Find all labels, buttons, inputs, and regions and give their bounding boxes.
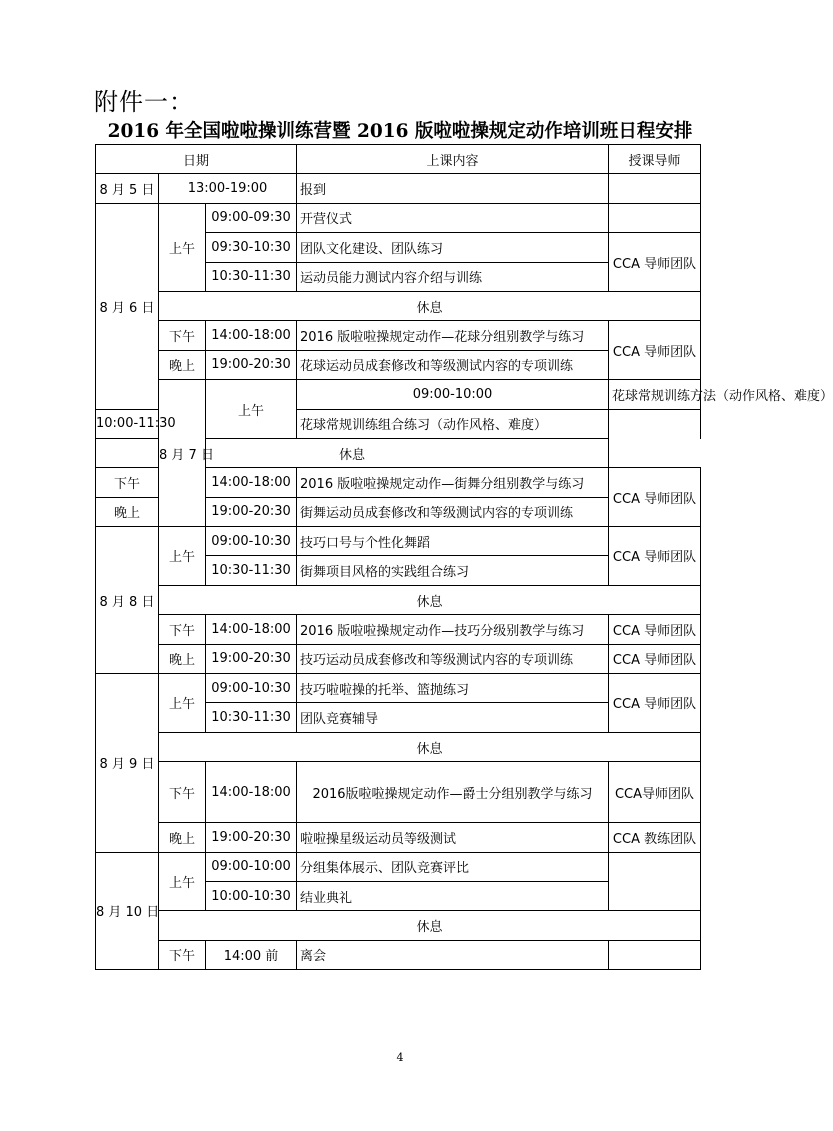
period-cell: 上午 <box>159 527 206 586</box>
content-cell: 花球常规训练组合练习（动作风格、难度） <box>297 409 609 438</box>
time-cell: 14:00-18:00 <box>206 762 297 823</box>
teacher-cell: CCA 导师团队 <box>609 527 701 586</box>
time-cell: 10:30-11:30 <box>206 703 297 732</box>
table-row <box>96 380 701 409</box>
time-cell: 14:00-18:00 <box>206 615 297 644</box>
period-cell: 下午 <box>159 940 206 969</box>
teacher-cell: CCA 导师团队 <box>609 233 701 292</box>
teacher-cell: CCA 导师团队 <box>609 674 701 733</box>
page-number: 4 <box>396 1051 404 1064</box>
teacher-cell: CCA导师团队 <box>609 762 701 823</box>
content-cell: 团队竞赛辅导 <box>297 703 609 732</box>
time-cell: 19:00-20:30 <box>206 497 297 526</box>
content-cell: 花球常规训练方法（动作风格、难度） <box>609 380 701 409</box>
rest-cell: 休息 <box>159 732 701 761</box>
content-cell: 结业典礼 <box>297 881 609 910</box>
content-cell: 2016版啦啦操规定动作—爵士分组别教学与练习 <box>297 762 609 823</box>
time-cell: 13:00-19:00 <box>159 174 297 203</box>
document-title: 2016 年全国啦啦操训练营暨 2016 版啦啦操规定动作培训班日程安排 <box>107 121 693 142</box>
time-cell: 09:00-10:00 <box>206 852 297 881</box>
date-cell: 8 月 10 日 <box>96 852 159 970</box>
content-cell: 离会 <box>297 940 609 969</box>
period-cell: 下午 <box>159 762 206 823</box>
content-cell: 啦啦操星级运动员等级测试 <box>297 823 609 852</box>
period-cell: 上午 <box>159 852 206 911</box>
period-cell: 下午 <box>159 615 206 644</box>
time-cell: 19:00-20:30 <box>206 823 297 852</box>
time-cell: 14:00 前 <box>206 940 297 969</box>
time-cell: 10:30-11:30 <box>206 556 297 585</box>
table-row <box>96 174 701 203</box>
content-cell: 团队文化建设、团队练习 <box>297 233 609 262</box>
table-row <box>96 644 701 673</box>
time-cell: 09:00-10:30 <box>206 527 297 556</box>
content-cell: 技巧啦啦操的托举、篮抛练习 <box>297 674 609 703</box>
rest-cell: 休息 <box>96 438 609 467</box>
teacher-cell <box>609 174 701 203</box>
content-cell: 2016 版啦啦操规定动作—街舞分组别教学与练习 <box>297 468 609 497</box>
period-cell: 上午 <box>159 203 206 291</box>
content-cell: 街舞项目风格的实践组合练习 <box>297 556 609 585</box>
teacher-cell <box>609 203 701 232</box>
time-cell: 14:00-18:00 <box>206 321 297 350</box>
time-cell: 09:30-10:30 <box>206 233 297 262</box>
table-row <box>96 203 701 232</box>
content-cell: 技巧口号与个性化舞蹈 <box>297 527 609 556</box>
content-cell: 运动员能力测试内容介绍与训练 <box>297 262 609 291</box>
time-cell: 19:00-20:30 <box>206 644 297 673</box>
table-header-row <box>96 145 701 174</box>
rest-row <box>96 585 701 614</box>
time-cell: 10:30-11:30 <box>206 262 297 291</box>
table-row <box>96 674 701 703</box>
teacher-cell: CCA 导师团队 <box>609 468 701 527</box>
period-cell: 下午 <box>96 468 159 497</box>
table-row <box>96 527 701 556</box>
content-cell: 2016 版啦啦操规定动作—花球分组别教学与练习 <box>297 321 609 350</box>
content-cell: 2016 版啦啦操规定动作—技巧分级别教学与练习 <box>297 615 609 644</box>
period-cell: 晚上 <box>159 644 206 673</box>
teacher-cell <box>609 852 701 911</box>
attachment-label: 附件一： <box>94 88 194 116</box>
rest-cell: 休息 <box>159 911 701 940</box>
table-row <box>96 321 701 350</box>
period-cell: 晚上 <box>96 497 159 526</box>
header-date: 日期 <box>96 145 297 174</box>
time-cell: 14:00-18:00 <box>206 468 297 497</box>
teacher-cell: CCA 导师团队 <box>609 644 701 673</box>
period-cell: 下午 <box>159 321 206 350</box>
teacher-cell: CCA 教练团队 <box>609 823 701 852</box>
time-cell: 09:00-10:00 <box>297 380 609 409</box>
teacher-cell <box>609 940 701 969</box>
time-cell: 10:00-11:30 <box>96 409 159 438</box>
teacher-cell: CCA 导师团队 <box>609 321 701 380</box>
table-row <box>96 615 701 644</box>
period-cell: 上午 <box>206 380 297 439</box>
table-row <box>96 823 701 852</box>
table-row <box>96 852 701 881</box>
schedule-table <box>95 144 833 970</box>
date-cell: 8 月 9 日 <box>96 674 159 853</box>
time-cell: 10:00-10:30 <box>206 881 297 910</box>
table-row <box>96 762 701 823</box>
rest-cell: 休息 <box>159 585 701 614</box>
period-cell: 晚上 <box>159 823 206 852</box>
rest-row <box>96 911 701 940</box>
content-cell: 报到 <box>297 174 609 203</box>
header-content: 上课内容 <box>297 145 609 174</box>
rest-row <box>96 291 701 320</box>
rest-row <box>96 732 701 761</box>
period-cell: 晚上 <box>159 350 206 379</box>
header-teacher: 授课导师 <box>609 145 701 174</box>
time-cell: 09:00-09:30 <box>206 203 297 232</box>
period-cell: 上午 <box>159 674 206 733</box>
time-cell: 19:00-20:30 <box>206 350 297 379</box>
date-cell: 8 月 5 日 <box>96 174 159 203</box>
content-cell: 分组集体展示、团队竞赛评比 <box>297 852 609 881</box>
content-cell: 开营仪式 <box>297 203 609 232</box>
content-cell: 街舞运动员成套修改和等级测试内容的专项训练 <box>297 497 609 526</box>
content-cell: 花球运动员成套修改和等级测试内容的专项训练 <box>297 350 609 379</box>
date-cell: 8 月 7 日 <box>159 380 206 527</box>
teacher-cell: CCA 导师团队 <box>609 615 701 644</box>
rest-cell: 休息 <box>159 291 701 320</box>
content-cell: 技巧运动员成套修改和等级测试内容的专项训练 <box>297 644 609 673</box>
date-cell: 8 月 8 日 <box>96 527 159 674</box>
date-cell: 8 月 6 日 <box>96 203 159 409</box>
time-cell: 09:00-10:30 <box>206 674 297 703</box>
table-row <box>96 940 701 969</box>
